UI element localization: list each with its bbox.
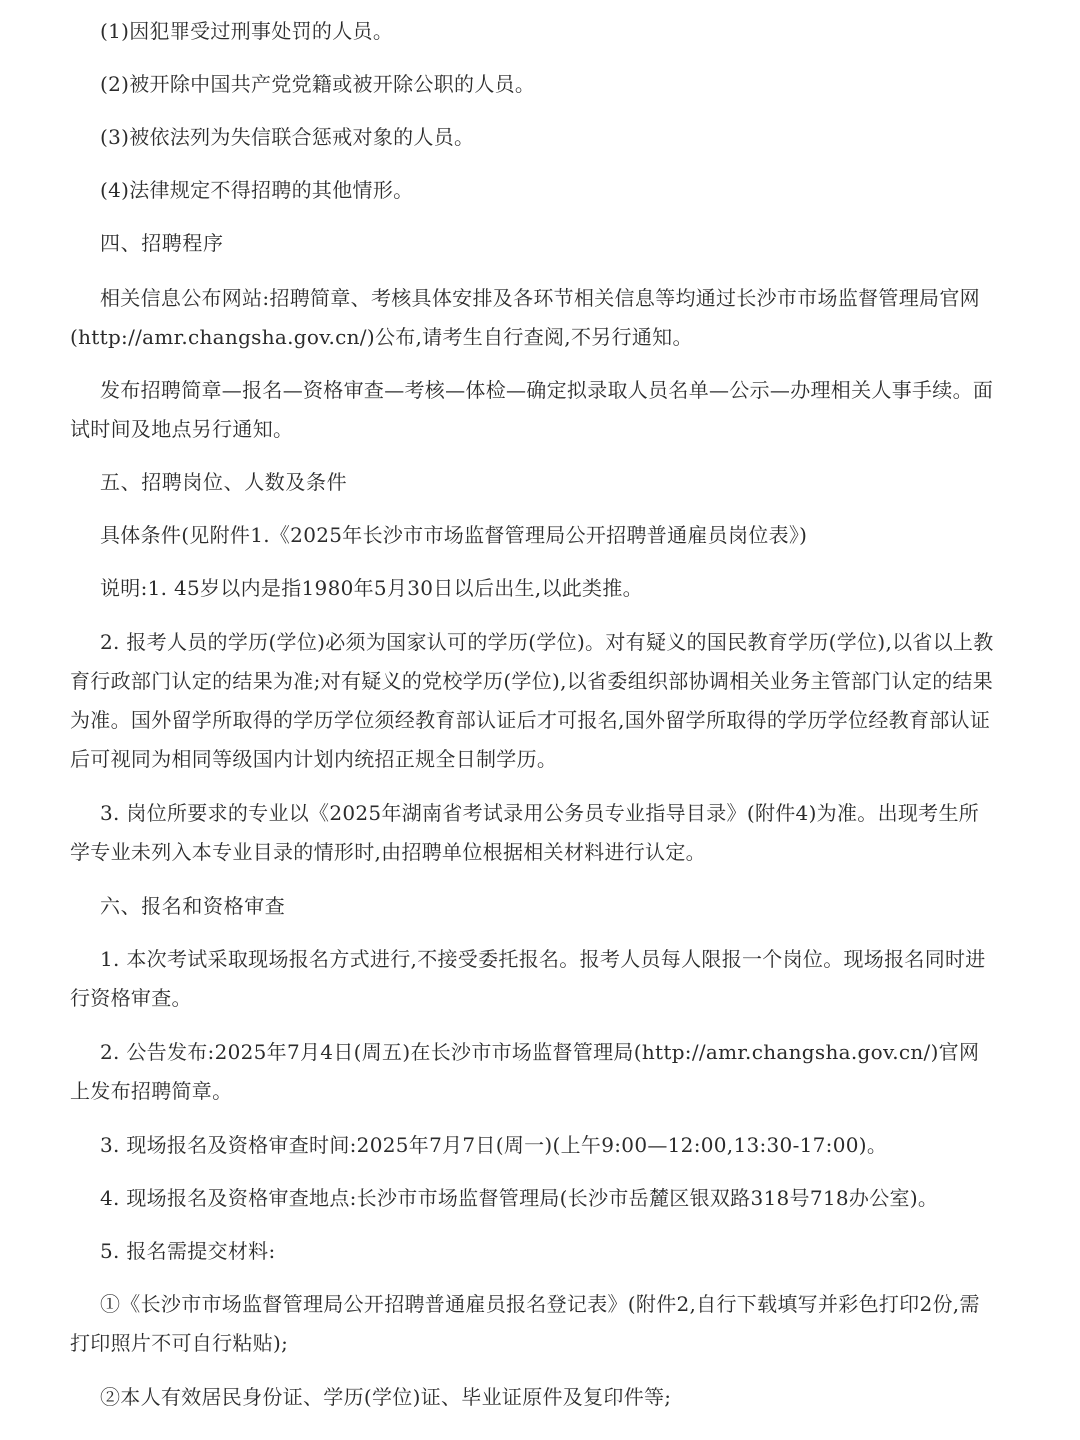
- material-item-2: ②本人有效居民身份证、学历(学位)证、毕业证原件及复印件等;: [100, 1385, 672, 1409]
- process-paragraph: 发布招聘简章—报名—资格审查—考核—体检—确定拟录取人员名单—公示—办理相关人事手续。面试时间及地点另行通知。: [70, 378, 994, 441]
- note-1: 说明:1. 45岁以内是指1980年5月30日以后出生,以此类推。: [100, 576, 643, 600]
- registration-item-1: 1. 本次考试采取现场报名方式进行,不接受委托报名。报考人员每人限报一个岗位。现场报名同时进行资格审查。: [70, 947, 986, 1010]
- registration-item-5: 5. 报名需提交材料:: [100, 1239, 276, 1263]
- note-3: 3. 岗位所要求的专业以《2025年湖南省考试录用公务员专业指导目录》(附件4)为准。出现考生所学专业未列入本专业目录的情形时,由招聘单位根据相关材料进行认定。: [70, 801, 980, 864]
- clause-4: (4)法律规定不得招聘的其他情形。: [100, 178, 414, 202]
- registration-item-2: 2. 公告发布:2025年7月4日(周五)在长沙市市场监督管理局(http://amr.changsha.gov.cn/)官网上发布招聘简章。: [70, 1040, 980, 1103]
- registration-item-3: 3. 现场报名及资格审查时间:2025年7月7日(周一)(上午9:00—12:00,13:30-17:00)。: [100, 1133, 888, 1157]
- section-heading-6: 六、报名和资格审查: [100, 894, 286, 918]
- registration-item-4: 4. 现场报名及资格审查地点:长沙市市场监督管理局(长沙市岳麓区银双路318号718办公室)。: [100, 1186, 939, 1210]
- conditions-paragraph: 具体条件(见附件1.《2025年长沙市市场监督管理局公开招聘普通雇员岗位表》): [100, 523, 808, 547]
- clause-1: (1)因犯罪受过刑事处罚的人员。: [100, 19, 394, 43]
- info-website-paragraph: 相关信息公布网站:招聘简章、考核具体安排及各环节相关信息等均通过长沙市市场监督管理局官网(http://amr.changsha.gov.cn/)公布,请考生自行查阅,不另行通知。: [70, 286, 980, 349]
- clause-2: (2)被开除中国共产党党籍或被开除公职的人员。: [100, 72, 536, 96]
- section-heading-4: 四、招聘程序: [100, 231, 224, 255]
- material-item-1: ①《长沙市市场监督管理局公开招聘普通雇员报名登记表》(附件2,自行下载填写并彩色打印2份,需打印照片不可自行粘贴);: [70, 1292, 980, 1355]
- note-2: 2. 报考人员的学历(学位)必须为国家认可的学历(学位)。对有疑义的国民教育学历(学位),以省以上教育行政部门认定的结果为准;对有疑义的党校学历(学位),以省委组织部协调相关业务主管部门认定的结果为准。国外留学所取得的学历学位须经教育部认证后才可报名,国外留学所取得的学历学位经教育部认证后可视同为相同等级国内计划内统招正规全日制学历。: [70, 630, 994, 771]
- section-heading-5: 五、招聘岗位、人数及条件: [100, 470, 348, 494]
- clause-3: (3)被依法列为失信联合惩戒对象的人员。: [100, 125, 475, 149]
